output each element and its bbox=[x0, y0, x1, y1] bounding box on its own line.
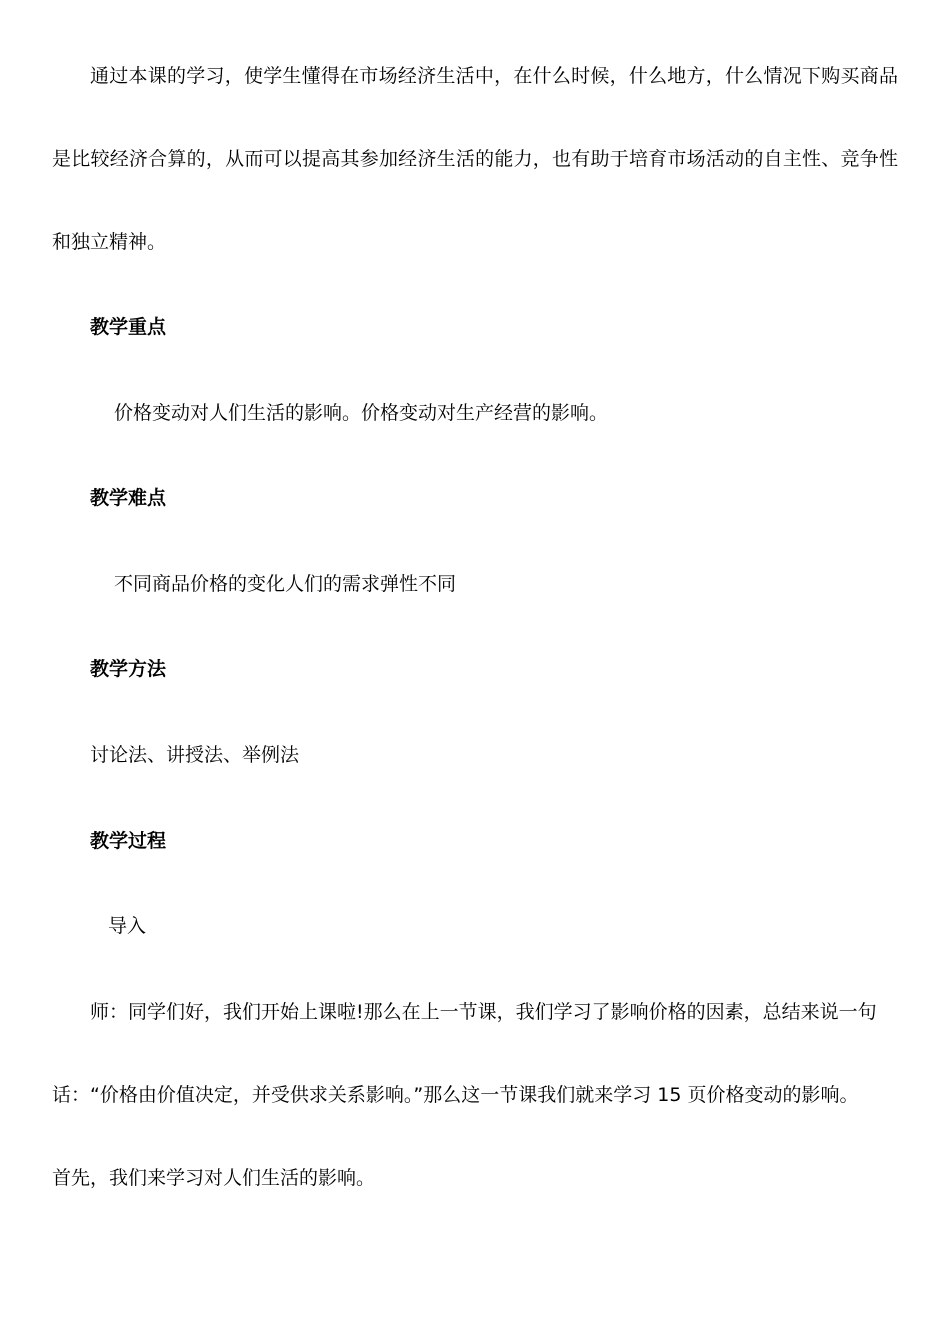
intro-line-2: 是比较经济合算的，从而可以提高其参加经济生活的能力，也有助于培育市场活动的自主性、竞争性 bbox=[52, 148, 898, 170]
intro-line-3: 和独立精神。 bbox=[52, 231, 167, 253]
methods-content: 讨论法、讲授法、举例法 bbox=[90, 744, 300, 766]
process-heading: 教学过程 bbox=[90, 830, 167, 852]
process-line-1: 师：同学们好，我们开始上课啦!那么在上一节课，我们学习了影响价格的因素，总结来说一句 bbox=[90, 1001, 877, 1023]
intro-line-1: 通过本课的学习，使学生懂得在市场经济生活中，在什么时候，什么地方，什么情况下购买商品 bbox=[90, 65, 898, 87]
key-points-content: 价格变动对人们生活的影响。价格变动对生产经营的影响。 bbox=[114, 402, 609, 424]
methods-heading: 教学方法 bbox=[90, 658, 167, 680]
process-line-3: 首先，我们来学习对人们生活的影响。 bbox=[52, 1167, 376, 1189]
process-line-2: 话：“价格由价值决定，并受供求关系影响。”那么这一节课我们就来学习 15 页价格变动的影响。 bbox=[52, 1084, 859, 1106]
difficulties-heading: 教学难点 bbox=[90, 487, 167, 509]
process-sub-heading: 导入 bbox=[108, 915, 147, 937]
difficulties-content: 不同商品价格的变化人们的需求弹性不同 bbox=[114, 573, 457, 595]
key-points-heading: 教学重点 bbox=[90, 316, 167, 338]
